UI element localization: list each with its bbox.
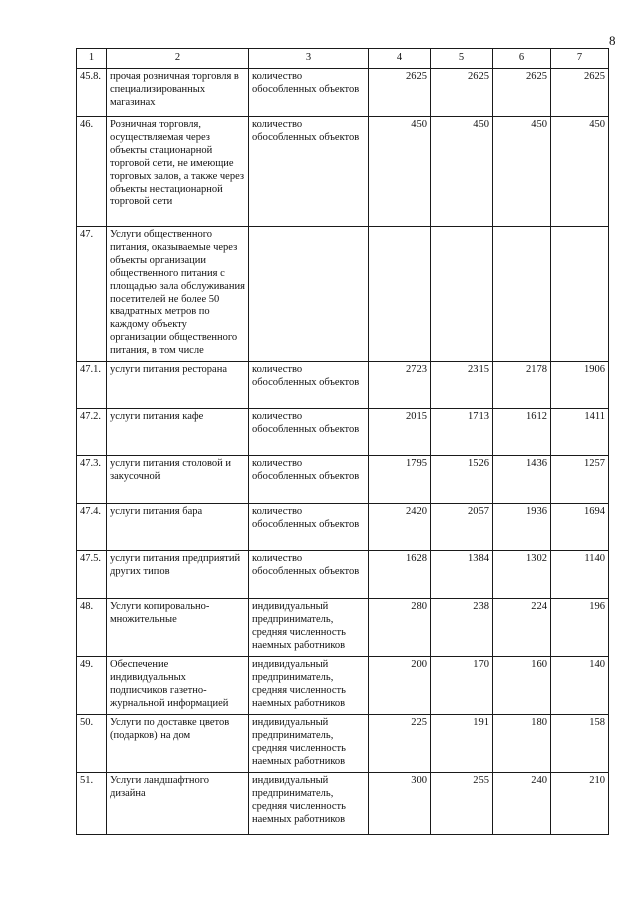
row-number: 47. [77,227,107,362]
value-col-5: 1713 [431,409,493,456]
table-row [77,657,609,715]
row-number: 47.4. [77,504,107,551]
unit-of-measure [249,227,369,362]
table-row [77,409,609,456]
service-name: услуги питания столовой и закусочной [107,456,249,504]
header-cell-7: 7 [551,49,609,69]
row-number: 48. [77,599,107,657]
row-number: 46. [77,117,107,227]
table-row [77,456,609,504]
value-col-4: 450 [369,117,431,227]
value-col-6: 2178 [493,362,551,409]
value-col-7: 450 [551,117,609,227]
unit-of-measure: количество обособленных объектов [249,551,369,599]
unit-of-measure: количество обособленных объектов [249,456,369,504]
service-name: Розничная торговля, осуществляемая через объекты стационарной торговой сети, не имеющие торговых залов, а также через объекты нестационарной торговой сети [107,117,249,227]
value-col-7: 158 [551,715,609,773]
service-name: прочая розничная торговля в специализированных магазинах [107,69,249,117]
service-name: услуги питания предприятий других типов [107,551,249,599]
value-col-6: 160 [493,657,551,715]
value-col-5: 2625 [431,69,493,117]
unit-of-measure: индивидуальный предприниматель, средняя численность наемных работников [249,599,369,657]
value-col-7: 1694 [551,504,609,551]
header-row [77,49,609,69]
value-col-5 [431,227,493,362]
row-number: 47.1. [77,362,107,409]
value-col-6: 224 [493,599,551,657]
table-row [77,599,609,657]
table-row [77,362,609,409]
unit-of-measure: количество обособленных объектов [249,504,369,551]
unit-of-measure: индивидуальный предприниматель, средняя численность наемных работников [249,715,369,773]
value-col-5: 2057 [431,504,493,551]
value-col-4: 200 [369,657,431,715]
value-col-4: 2625 [369,69,431,117]
value-col-5: 2315 [431,362,493,409]
value-col-7: 2625 [551,69,609,117]
value-col-6 [493,227,551,362]
value-col-5: 1526 [431,456,493,504]
value-col-5: 450 [431,117,493,227]
value-col-5: 238 [431,599,493,657]
value-col-4: 1628 [369,551,431,599]
value-col-6: 450 [493,117,551,227]
unit-of-measure: количество обособленных объектов [249,117,369,227]
value-col-7 [551,227,609,362]
unit-of-measure: индивидуальный предприниматель, средняя численность наемных работников [249,657,369,715]
table-row [77,715,609,773]
row-number: 45.8. [77,69,107,117]
header-cell-6: 6 [493,49,551,69]
value-col-4: 280 [369,599,431,657]
value-col-4: 1795 [369,456,431,504]
value-col-5: 255 [431,773,493,835]
value-col-5: 191 [431,715,493,773]
unit-of-measure: индивидуальный предприниматель, средняя численность наемных работников [249,773,369,835]
value-col-6: 240 [493,773,551,835]
unit-of-measure: количество обособленных объектов [249,69,369,117]
service-name: Услуги общественного питания, оказываемые через объекты организации общественного питания с площадью зала обслуживания посетителей не более 50 квадратных метров по каждому объекту организации общественного питания, в том числе [107,227,249,362]
value-col-7: 210 [551,773,609,835]
value-col-6: 1612 [493,409,551,456]
header-cell-2: 2 [107,49,249,69]
value-col-6: 1936 [493,504,551,551]
value-col-7: 1140 [551,551,609,599]
row-number: 49. [77,657,107,715]
header-cell-4: 4 [369,49,431,69]
table-row [77,227,609,362]
value-col-5: 1384 [431,551,493,599]
tariff-table [76,48,609,835]
service-name: Услуги по доставке цветов (подарков) на дом [107,715,249,773]
value-col-6: 1302 [493,551,551,599]
value-col-4: 2015 [369,409,431,456]
value-col-4 [369,227,431,362]
value-col-6: 180 [493,715,551,773]
row-number: 51. [77,773,107,835]
service-name: услуги питания ресторана [107,362,249,409]
value-col-4: 225 [369,715,431,773]
service-name: Услуги копировально-множительные [107,599,249,657]
value-col-7: 196 [551,599,609,657]
header-cell-3: 3 [249,49,369,69]
value-col-7: 140 [551,657,609,715]
service-name: Услуги ландшафтного дизайна [107,773,249,835]
row-number: 47.5. [77,551,107,599]
value-col-6: 2625 [493,69,551,117]
service-name: Обеспечение индивидуальных подписчиков газетно-журнальной информацией [107,657,249,715]
table-row [77,69,609,117]
table-row [77,551,609,599]
value-col-4: 2723 [369,362,431,409]
value-col-6: 1436 [493,456,551,504]
header-cell-5: 5 [431,49,493,69]
page-number: 8 [609,33,616,48]
unit-of-measure: количество обособленных объектов [249,409,369,456]
value-col-4: 300 [369,773,431,835]
table-row [77,117,609,227]
table-row [77,773,609,835]
row-number: 47.2. [77,409,107,456]
unit-of-measure: количество обособленных объектов [249,362,369,409]
row-number: 47.3. [77,456,107,504]
value-col-7: 1906 [551,362,609,409]
value-col-4: 2420 [369,504,431,551]
service-name: услуги питания кафе [107,409,249,456]
header-cell-1: 1 [77,49,107,69]
row-number: 50. [77,715,107,773]
table-row [77,504,609,551]
value-col-7: 1257 [551,456,609,504]
value-col-7: 1411 [551,409,609,456]
service-name: услуги питания бара [107,504,249,551]
value-col-5: 170 [431,657,493,715]
